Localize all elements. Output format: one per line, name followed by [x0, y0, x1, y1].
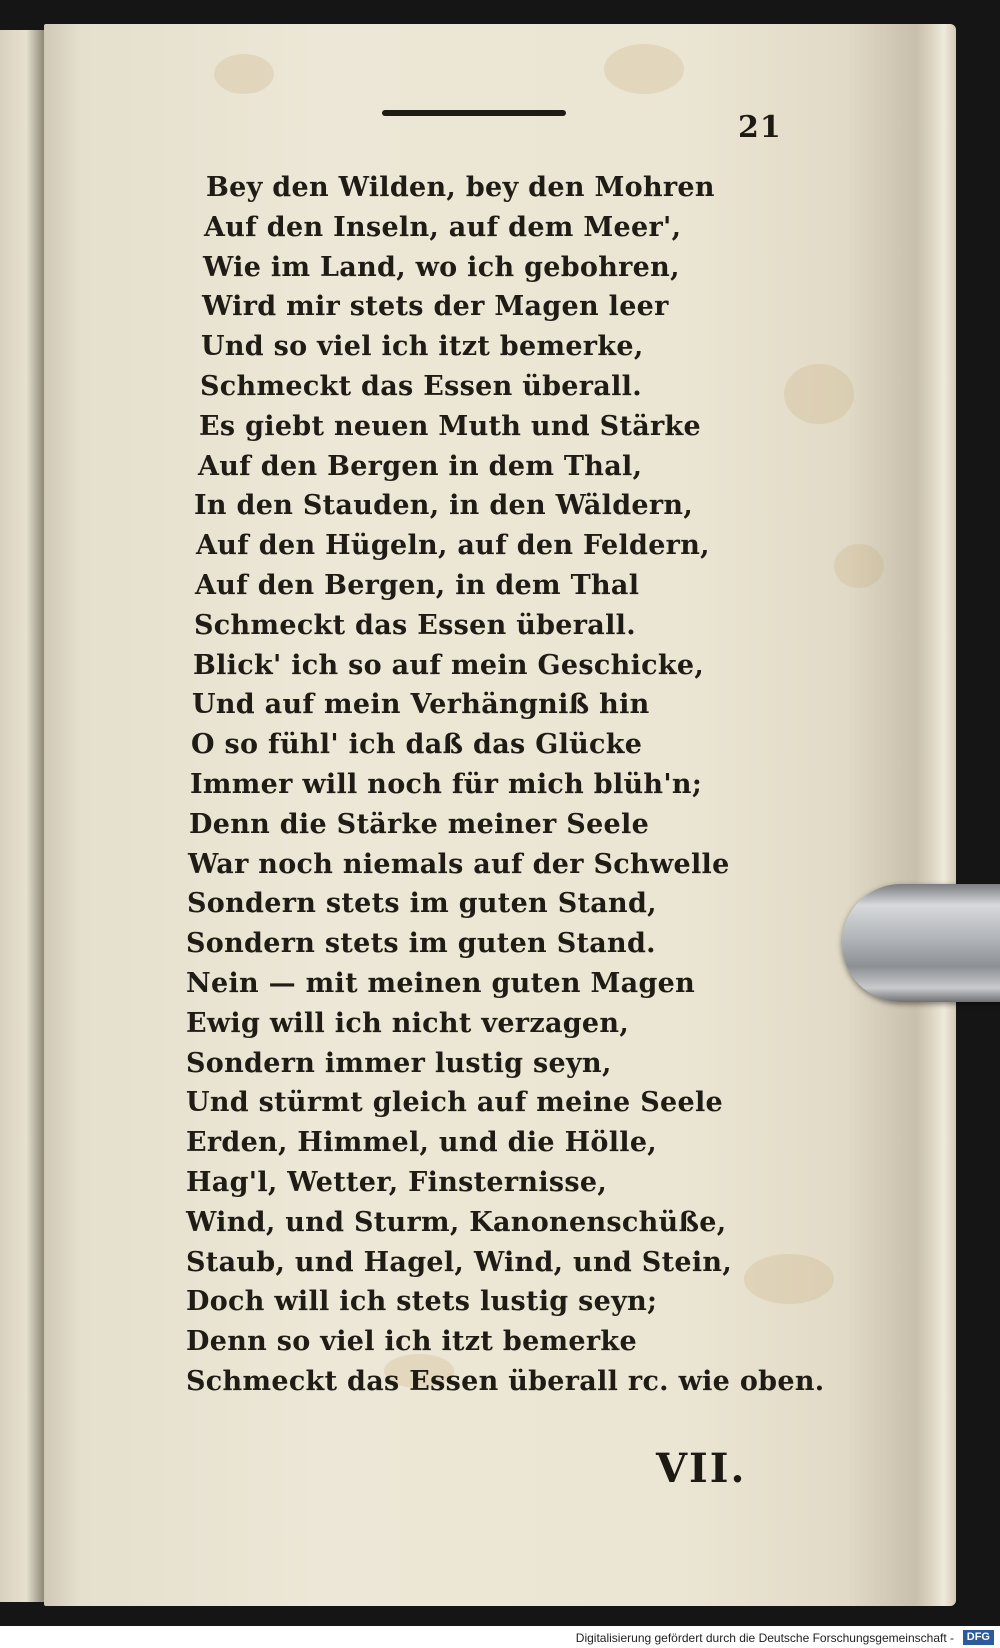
page-clip [842, 884, 1000, 1002]
paper-stain [214, 54, 274, 94]
verse-line: Auf den Hügeln, auf den Feldern, [196, 530, 710, 562]
verse-line: Wind, und Sturm, Kanonenschüße, [186, 1206, 727, 1238]
verse-line: Sondern stets im guten Stand. [186, 928, 656, 960]
verse-line: Hag'l, Wetter, Finsternisse, [186, 1166, 608, 1198]
footer-credit: Digitalisierung gefördert durch die Deutsche Forschungsgemeinschaft - [575, 1631, 954, 1645]
verse-line: Nein — mit meinen guten Magen [186, 967, 696, 999]
verse-line: Und so viel ich itzt bemerke, [201, 331, 644, 363]
poem-verse [186, 168, 825, 1402]
dfg-logo: DFG [963, 1630, 994, 1645]
page-fore-edge [916, 24, 956, 1606]
page-number: 21 [738, 110, 782, 145]
facing-page-edge [0, 30, 44, 1602]
header-rule [382, 110, 566, 116]
verse-line: Auf den Bergen, in dem Thal [195, 569, 640, 601]
verse-line: Auf den Inseln, auf dem Meer', [204, 211, 682, 243]
verse-line: Und auf mein Verhängniß hin [192, 689, 650, 721]
verse-line: Doch will ich stets lustig seyn; [186, 1286, 658, 1318]
verse-line: Es giebt neuen Muth und Stärke [199, 410, 702, 442]
verse-line: Staub, und Hagel, Wind, und Stein, [186, 1246, 733, 1278]
verse-line: War noch niemals auf der Schwelle [188, 848, 730, 880]
verse-line: Sondern stets im guten Stand, [187, 888, 657, 920]
verse-line: Schmeckt das Essen überall. [200, 370, 642, 402]
verse-line: Bey den Wilden, bey den Mohren [206, 172, 715, 203]
paper-stain [744, 1254, 834, 1304]
verse-line: In den Stauden, in den Wäldern, [194, 490, 694, 522]
verse-line: Wie im Land, wo ich gebohren, [203, 251, 680, 283]
verse-line: Immer will noch für mich blüh'n; [190, 768, 703, 800]
paper-stain [834, 544, 884, 588]
footer-bar [0, 1626, 1000, 1648]
verse-line: Ewig will ich nicht verzagen, [186, 1007, 630, 1039]
verse-line: Auf den Bergen in dem Thal, [198, 450, 643, 482]
paper-stain [784, 364, 854, 424]
verse-line: Denn so viel ich itzt bemerke [186, 1326, 637, 1358]
verse-line: Sondern immer lustig seyn, [186, 1047, 612, 1079]
verse-line: Wird mir stets der Magen leer [202, 291, 669, 323]
paper-stain [604, 44, 684, 94]
verse-line: Und stürmt gleich auf meine Seele [186, 1087, 724, 1119]
verse-line: O so fühl' ich daß das Glücke [191, 729, 643, 761]
verse-line: Schmeckt das Essen überall rc. wie oben. [186, 1365, 825, 1397]
verse-line: Erden, Himmel, und die Hölle, [186, 1127, 657, 1159]
verse-line: Schmeckt das Essen überall. [194, 609, 636, 641]
verse-line: Denn die Stärke meiner Seele [189, 808, 650, 840]
catchword: VII. [656, 1445, 747, 1492]
verse-line: Blick' ich so auf mein Geschicke, [193, 649, 705, 681]
